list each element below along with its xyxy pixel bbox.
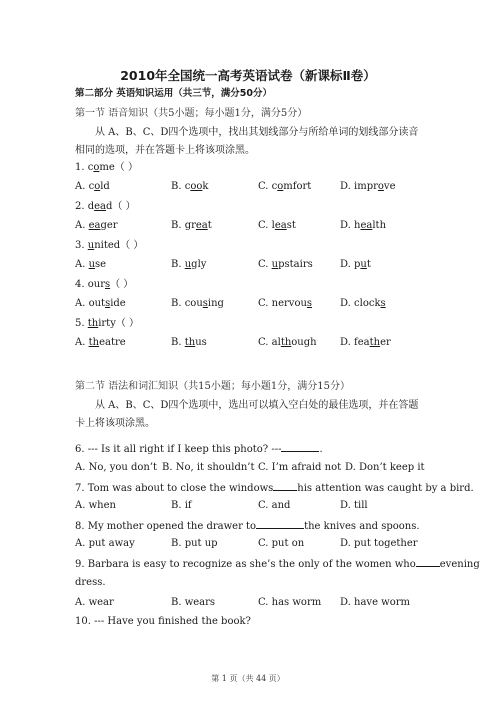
option-c xyxy=(258,297,312,311)
underlined-letters: s xyxy=(306,298,313,309)
question-5 xyxy=(75,317,139,331)
option-text: pstairs xyxy=(278,259,313,270)
question-4 xyxy=(75,278,133,292)
option-d xyxy=(340,297,386,311)
option-text: A. out xyxy=(75,298,106,309)
page-footer: 第 1 页（共 44 页） xyxy=(211,674,285,683)
option-b: B. if xyxy=(171,500,192,511)
question-text: d xyxy=(87,201,95,212)
option-text: C. c xyxy=(258,181,278,192)
option-text: us xyxy=(195,337,207,348)
option-text: C. xyxy=(258,259,272,270)
option-b xyxy=(171,180,208,194)
underlined-letters: u xyxy=(88,259,96,270)
option-a xyxy=(75,336,126,350)
option-text: B. xyxy=(171,337,185,348)
question-text: （ ） xyxy=(110,279,134,290)
option-b xyxy=(171,297,224,311)
question-3 xyxy=(75,239,143,253)
option-text: D. impr xyxy=(340,181,378,192)
option-text: D. clock xyxy=(340,298,381,309)
section2-instruction: 从 A、B、C、D四个选项中，选出可以填入空白处的最佳选项，并在答题卡上将该项涂黑。 xyxy=(75,400,419,429)
question-text: me（ ） xyxy=(99,162,138,173)
option-text: ld xyxy=(100,181,110,192)
answer-blank xyxy=(273,480,297,491)
question-text: 4. xyxy=(75,279,88,290)
underlined-letters: oo xyxy=(190,181,203,192)
answer-blank xyxy=(256,518,304,529)
option-text: ing xyxy=(207,298,224,309)
underlined-letters: o xyxy=(377,181,384,192)
option-text: C. l xyxy=(258,220,275,231)
question-text: 1. xyxy=(75,162,88,173)
option-a xyxy=(75,297,126,311)
question-9-stem-end: evening xyxy=(439,559,480,570)
option-a xyxy=(75,219,118,233)
underlined-letters: ea xyxy=(195,220,208,231)
page-title: 2010年全国统一高考英语试卷（新课标Ⅱ卷） xyxy=(120,68,376,83)
question-9 xyxy=(75,556,480,572)
underlined-letters: s xyxy=(202,298,208,309)
question-6 xyxy=(75,441,323,457)
option-c xyxy=(258,336,317,350)
question-text: 3. xyxy=(75,240,88,251)
option-d xyxy=(340,336,391,350)
question-6-stem: 6. --- Is it all right if I keep this photo? --- xyxy=(75,444,282,455)
option-c: C. has worm xyxy=(258,597,322,608)
option-c: C. I’m afraid not xyxy=(258,462,342,473)
question-text: irty（ ） xyxy=(98,318,140,329)
question-text: nited（ ） xyxy=(94,240,144,251)
question-6-end: . xyxy=(319,444,323,455)
question-9-stem: 9. Barbara is easy to recognize as she’s the only of the women who xyxy=(75,559,416,570)
option-b: B. No, it shouldn’t xyxy=(162,462,255,473)
option-d: D. till xyxy=(340,500,368,511)
option-d xyxy=(340,219,386,233)
underlined-letters: th xyxy=(369,337,381,348)
option-text: er xyxy=(380,337,391,348)
option-c xyxy=(258,219,296,233)
section1-instruction: 从 A、B、C、D四个选项中，找出其划线部分与所给单词的划线部分读音相同的选项，并在答题卡上将该项涂黑。 xyxy=(75,127,419,156)
answer-blank xyxy=(416,556,440,567)
option-text: B. gr xyxy=(171,220,196,231)
section2-heading: 第二节 语法和词汇知识（共15小题；每小题1分，满分15分） xyxy=(75,381,350,392)
underlined-letters: s xyxy=(105,298,111,309)
option-text: D. fea xyxy=(340,337,370,348)
option-b xyxy=(171,258,206,272)
underlined-letters: o xyxy=(277,181,284,192)
underlined-letters: s xyxy=(104,279,111,290)
answer-blank xyxy=(281,441,319,452)
option-text: D. p xyxy=(340,259,361,270)
option-c xyxy=(258,180,311,194)
underlined-letters: th xyxy=(87,318,99,329)
option-text: eatre xyxy=(99,337,126,348)
underlined-letters: u xyxy=(184,259,192,270)
option-text: A. c xyxy=(75,181,95,192)
option-text: t xyxy=(207,220,212,231)
option-text: k xyxy=(202,181,209,192)
question-text: c xyxy=(87,162,94,173)
option-d: D. put together xyxy=(340,538,418,549)
question-2 xyxy=(75,200,136,214)
option-text: A. xyxy=(75,259,89,270)
option-text: t xyxy=(366,259,371,270)
option-text: B. xyxy=(171,259,185,270)
option-text: ger xyxy=(100,220,118,231)
question-7 xyxy=(75,480,474,496)
option-d: D. Don’t keep it xyxy=(345,462,425,473)
option-d xyxy=(340,258,371,272)
option-b xyxy=(171,336,207,350)
underlined-letters: ea xyxy=(274,220,287,231)
option-b: B. wears xyxy=(171,597,216,608)
option-a: A. No, you don’t xyxy=(75,462,158,473)
question-text: our xyxy=(87,279,105,290)
underlined-letters: th xyxy=(88,337,100,348)
option-text: A. xyxy=(75,337,89,348)
question-1 xyxy=(75,161,138,175)
underlined-letters: ea xyxy=(360,220,373,231)
option-b: B. put up xyxy=(171,538,218,549)
option-text: A. xyxy=(75,220,89,231)
question-8-end: the knives and spoons. xyxy=(304,521,420,532)
option-text: B. cou xyxy=(171,298,203,309)
option-c: C. put on xyxy=(258,538,305,549)
section1-heading: 第一节 语音知识（共5小题；每小题1分，满分5分） xyxy=(75,108,308,119)
option-a: A. put away xyxy=(75,538,135,549)
underlined-letters: o xyxy=(93,162,100,173)
question-text: 5. xyxy=(75,318,88,329)
underlined-letters: ea xyxy=(94,201,107,212)
option-text: ide xyxy=(110,298,126,309)
underlined-letters: u xyxy=(87,240,95,251)
question-text: 2. xyxy=(75,201,88,212)
option-text: st xyxy=(286,220,296,231)
question-9-continued: dress. xyxy=(75,577,106,588)
option-text: gly xyxy=(191,259,207,270)
option-a xyxy=(75,180,110,194)
question-text: d（ ） xyxy=(106,201,136,212)
option-a: A. wear xyxy=(75,597,114,608)
option-text: mfort xyxy=(283,181,312,192)
underlined-letters: u xyxy=(271,259,279,270)
question-8-stem: 8. My mother opened the drawer to xyxy=(75,521,257,532)
question-8 xyxy=(75,518,420,534)
option-text: C. nervou xyxy=(258,298,307,309)
part-heading: 第二部分 英语知识运用（共三节，满分50分） xyxy=(75,88,273,99)
option-text: B. c xyxy=(171,181,191,192)
option-c xyxy=(258,258,313,272)
option-b xyxy=(171,219,212,233)
option-d xyxy=(340,180,396,194)
underlined-letters: ea xyxy=(88,220,101,231)
underlined-letters: u xyxy=(360,259,367,270)
option-c: C. and xyxy=(258,500,291,511)
question-7-end: his attention was caught by a bird. xyxy=(297,483,474,494)
option-text: ough xyxy=(291,337,317,348)
option-d: D. have worm xyxy=(340,597,411,608)
option-text: lth xyxy=(372,220,387,231)
underlined-letters: th xyxy=(184,337,196,348)
underlined-letters: th xyxy=(280,337,292,348)
option-a xyxy=(75,258,106,272)
option-text: ve xyxy=(383,181,396,192)
option-text: D. h xyxy=(340,220,361,231)
option-text: se xyxy=(95,259,107,270)
underlined-letters: s xyxy=(380,298,386,309)
option-text: C. al xyxy=(258,337,281,348)
underlined-letters: o xyxy=(94,181,101,192)
option-a: A. when xyxy=(75,500,116,511)
question-10: 10. --- Have you finished the book? xyxy=(75,616,251,627)
question-7-stem: 7. Tom was about to close the windows xyxy=(75,483,274,494)
